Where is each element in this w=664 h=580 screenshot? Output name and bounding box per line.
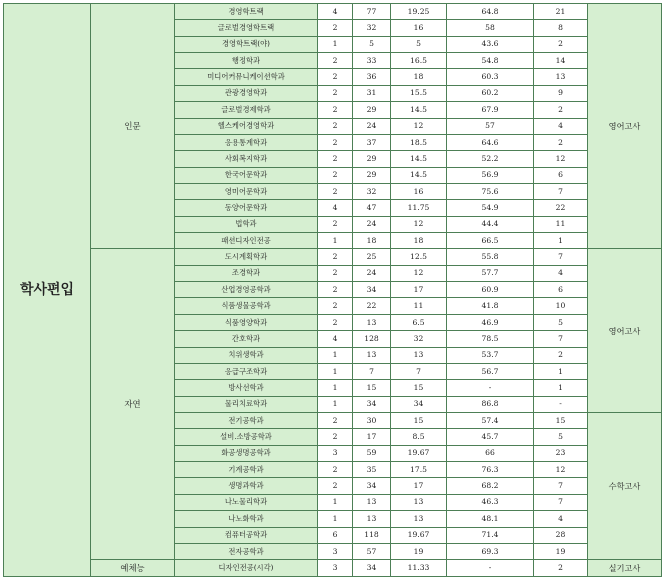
applicants-cell: 5 xyxy=(353,36,391,52)
competition-ratio-cell: 15.5 xyxy=(391,85,447,101)
department-name: 물리치료학과 xyxy=(175,396,318,412)
department-name: 식품생물공학과 xyxy=(175,298,318,314)
applicants-cell: 30 xyxy=(353,412,391,428)
quota-cell: 2 xyxy=(318,314,353,330)
exam-type-label: 실기고사 xyxy=(588,560,662,577)
waitlist-cell: 6 xyxy=(534,282,588,298)
field-category-label: 자연 xyxy=(91,249,175,560)
competition-ratio-cell: 16.5 xyxy=(391,53,447,69)
cutoff-score-cell: 60.2 xyxy=(447,85,534,101)
quota-cell: 2 xyxy=(318,85,353,101)
quota-cell: 4 xyxy=(318,200,353,216)
quota-cell: 2 xyxy=(318,478,353,494)
quota-cell: 1 xyxy=(318,347,353,363)
department-name: 설비.소방공학과 xyxy=(175,429,318,445)
competition-ratio-cell: 19 xyxy=(391,543,447,559)
cutoff-score-cell: 58 xyxy=(447,20,534,36)
competition-ratio-cell: 12 xyxy=(391,216,447,232)
waitlist-cell: 2 xyxy=(534,347,588,363)
waitlist-cell: 6 xyxy=(534,167,588,183)
department-name: 영미어문학과 xyxy=(175,183,318,199)
waitlist-cell: 2 xyxy=(534,134,588,150)
cutoff-score-cell: 60.9 xyxy=(447,282,534,298)
cutoff-score-cell: 52.2 xyxy=(447,151,534,167)
applicants-cell: 7 xyxy=(353,363,391,379)
department-name: 간호학과 xyxy=(175,331,318,347)
competition-ratio-cell: 12 xyxy=(391,118,447,134)
department-name: 나노물리학과 xyxy=(175,494,318,510)
applicants-cell: 47 xyxy=(353,200,391,216)
applicants-cell: 118 xyxy=(353,527,391,543)
waitlist-cell: 22 xyxy=(534,200,588,216)
table-body xyxy=(4,4,662,577)
applicants-cell: 32 xyxy=(353,183,391,199)
department-name: 컴퓨터공학과 xyxy=(175,527,318,543)
waitlist-cell: 4 xyxy=(534,511,588,527)
cutoff-score-cell: 45.7 xyxy=(447,429,534,445)
table-row xyxy=(4,4,662,20)
quota-cell: 4 xyxy=(318,331,353,347)
table-row xyxy=(4,249,662,265)
cutoff-score-cell: 57.7 xyxy=(447,265,534,281)
waitlist-cell: 1 xyxy=(534,380,588,396)
cutoff-score-cell: 56.7 xyxy=(447,363,534,379)
waitlist-cell: 7 xyxy=(534,331,588,347)
competition-ratio-cell: 12 xyxy=(391,265,447,281)
applicants-cell: 37 xyxy=(353,134,391,150)
waitlist-cell: 28 xyxy=(534,527,588,543)
applicants-cell: 24 xyxy=(353,118,391,134)
applicants-cell: 34 xyxy=(353,478,391,494)
applicants-cell: 24 xyxy=(353,216,391,232)
applicants-cell: 59 xyxy=(353,445,391,461)
waitlist-cell: 1 xyxy=(534,233,588,249)
competition-ratio-cell: 13 xyxy=(391,494,447,510)
cutoff-score-cell: 46.9 xyxy=(447,314,534,330)
department-name: 경영학트랙(야) xyxy=(175,36,318,52)
waitlist-cell: 15 xyxy=(534,412,588,428)
applicants-cell: 32 xyxy=(353,20,391,36)
quota-cell: 2 xyxy=(318,20,353,36)
waitlist-cell: 2 xyxy=(534,102,588,118)
waitlist-cell: 21 xyxy=(534,4,588,20)
waitlist-cell: 12 xyxy=(534,151,588,167)
department-name: 글로벌경제학과 xyxy=(175,102,318,118)
quota-cell: 6 xyxy=(318,527,353,543)
waitlist-cell: 19 xyxy=(534,543,588,559)
cutoff-score-cell: 86.8 xyxy=(447,396,534,412)
quota-cell: 2 xyxy=(318,102,353,118)
cutoff-score-cell: 57 xyxy=(447,118,534,134)
competition-ratio-cell: 15 xyxy=(391,412,447,428)
department-name: 행정학과 xyxy=(175,53,318,69)
waitlist-cell: 5 xyxy=(534,429,588,445)
competition-ratio-cell: 14.5 xyxy=(391,151,447,167)
cutoff-score-cell: 55.8 xyxy=(447,249,534,265)
applicants-cell: 18 xyxy=(353,233,391,249)
quota-cell: 3 xyxy=(318,445,353,461)
waitlist-cell: - xyxy=(534,396,588,412)
department-name: 동양어문학과 xyxy=(175,200,318,216)
competition-ratio-cell: 8.5 xyxy=(391,429,447,445)
applicants-cell: 22 xyxy=(353,298,391,314)
quota-cell: 1 xyxy=(318,380,353,396)
cutoff-score-cell: 64.6 xyxy=(447,134,534,150)
applicants-cell: 31 xyxy=(353,85,391,101)
applicants-cell: 15 xyxy=(353,380,391,396)
quota-cell: 2 xyxy=(318,53,353,69)
competition-ratio-cell: 19.67 xyxy=(391,527,447,543)
competition-ratio-cell: 7 xyxy=(391,363,447,379)
waitlist-cell: 12 xyxy=(534,462,588,478)
waitlist-cell: 7 xyxy=(534,494,588,510)
quota-cell: 3 xyxy=(318,543,353,559)
waitlist-cell: 14 xyxy=(534,53,588,69)
competition-ratio-cell: 34 xyxy=(391,396,447,412)
exam-type-label: 수학고사 xyxy=(588,412,662,559)
cutoff-score-cell: 44.4 xyxy=(447,216,534,232)
quota-cell: 1 xyxy=(318,396,353,412)
quota-cell: 2 xyxy=(318,183,353,199)
cutoff-score-cell: 41.8 xyxy=(447,298,534,314)
waitlist-cell: 11 xyxy=(534,216,588,232)
competition-ratio-cell: 18 xyxy=(391,233,447,249)
quota-cell: 2 xyxy=(318,134,353,150)
applicants-cell: 13 xyxy=(353,347,391,363)
department-name: 전기공학과 xyxy=(175,412,318,428)
cutoff-score-cell: 48.1 xyxy=(447,511,534,527)
department-name: 응용통계학과 xyxy=(175,134,318,150)
quota-cell: 1 xyxy=(318,494,353,510)
quota-cell: 1 xyxy=(318,511,353,527)
cutoff-score-cell: 53.7 xyxy=(447,347,534,363)
applicants-cell: 57 xyxy=(353,543,391,559)
competition-ratio-cell: 11.33 xyxy=(391,560,447,577)
competition-ratio-cell: 12.5 xyxy=(391,249,447,265)
applicants-cell: 29 xyxy=(353,151,391,167)
cutoff-score-cell: 75.6 xyxy=(447,183,534,199)
applicants-cell: 34 xyxy=(353,560,391,577)
department-name: 방사선학과 xyxy=(175,380,318,396)
competition-ratio-cell: 13 xyxy=(391,347,447,363)
department-name: 헬스케어경영학과 xyxy=(175,118,318,134)
quota-cell: 2 xyxy=(318,118,353,134)
department-name: 법학과 xyxy=(175,216,318,232)
cutoff-score-cell: 60.3 xyxy=(447,69,534,85)
quota-cell: 2 xyxy=(318,249,353,265)
waitlist-cell: 7 xyxy=(534,183,588,199)
department-name: 기계공학과 xyxy=(175,462,318,478)
waitlist-cell: 10 xyxy=(534,298,588,314)
cutoff-score-cell: 64.8 xyxy=(447,4,534,20)
department-name: 사회복지학과 xyxy=(175,151,318,167)
applicants-cell: 34 xyxy=(353,282,391,298)
competition-ratio-cell: 14.5 xyxy=(391,167,447,183)
applicants-cell: 13 xyxy=(353,314,391,330)
department-name: 디자인전공(시각) xyxy=(175,560,318,577)
cutoff-score-cell: 66.5 xyxy=(447,233,534,249)
competition-ratio-cell: 18.5 xyxy=(391,134,447,150)
waitlist-cell: 23 xyxy=(534,445,588,461)
quota-cell: 1 xyxy=(318,363,353,379)
quota-cell: 2 xyxy=(318,298,353,314)
waitlist-cell: 2 xyxy=(534,560,588,577)
quota-cell: 2 xyxy=(318,412,353,428)
department-name: 미디어커뮤니케이션학과 xyxy=(175,69,318,85)
competition-ratio-cell: 16 xyxy=(391,20,447,36)
quota-cell: 2 xyxy=(318,282,353,298)
waitlist-cell: 4 xyxy=(534,265,588,281)
table-row xyxy=(4,560,662,577)
waitlist-cell: 2 xyxy=(534,36,588,52)
field-category-label: 인문 xyxy=(91,4,175,249)
applicants-cell: 13 xyxy=(353,511,391,527)
competition-ratio-cell: 16 xyxy=(391,183,447,199)
competition-ratio-cell: 6.5 xyxy=(391,314,447,330)
quota-cell: 1 xyxy=(318,36,353,52)
cutoff-score-cell: - xyxy=(447,560,534,577)
competition-ratio-cell: 17 xyxy=(391,282,447,298)
waitlist-cell: 9 xyxy=(534,85,588,101)
cutoff-score-cell: 68.2 xyxy=(447,478,534,494)
cutoff-score-cell: 54.9 xyxy=(447,200,534,216)
cutoff-score-cell: 67.9 xyxy=(447,102,534,118)
cutoff-score-cell: 76.3 xyxy=(447,462,534,478)
field-category-label: 예체능 xyxy=(91,560,175,577)
department-name: 나노화학과 xyxy=(175,511,318,527)
competition-ratio-cell: 17.5 xyxy=(391,462,447,478)
quota-cell: 2 xyxy=(318,167,353,183)
cutoff-score-cell: - xyxy=(447,380,534,396)
department-name: 화공생명공학과 xyxy=(175,445,318,461)
department-name: 한국어문학과 xyxy=(175,167,318,183)
quota-cell: 2 xyxy=(318,429,353,445)
cutoff-score-cell: 78.5 xyxy=(447,331,534,347)
quota-cell: 1 xyxy=(318,233,353,249)
competition-ratio-cell: 13 xyxy=(391,511,447,527)
department-name: 글로벌경영학트랙 xyxy=(175,20,318,36)
applicants-cell: 34 xyxy=(353,396,391,412)
cutoff-score-cell: 57.4 xyxy=(447,412,534,428)
department-name: 식품영양학과 xyxy=(175,314,318,330)
applicants-cell: 128 xyxy=(353,331,391,347)
competition-ratio-cell: 5 xyxy=(391,36,447,52)
cutoff-score-cell: 54.8 xyxy=(447,53,534,69)
applicants-cell: 77 xyxy=(353,4,391,20)
department-name: 경영학트랙 xyxy=(175,4,318,20)
cutoff-score-cell: 71.4 xyxy=(447,527,534,543)
applicants-cell: 33 xyxy=(353,53,391,69)
exam-type-label: 영어고사 xyxy=(588,4,662,249)
waitlist-cell: 13 xyxy=(534,69,588,85)
competition-ratio-cell: 19.67 xyxy=(391,445,447,461)
competition-ratio-cell: 18 xyxy=(391,69,447,85)
cutoff-score-cell: 66 xyxy=(447,445,534,461)
competition-ratio-cell: 32 xyxy=(391,331,447,347)
cutoff-score-cell: 69.3 xyxy=(447,543,534,559)
cutoff-score-cell: 43.6 xyxy=(447,36,534,52)
quota-cell: 4 xyxy=(318,4,353,20)
competition-ratio-cell: 14.5 xyxy=(391,102,447,118)
quota-cell: 2 xyxy=(318,69,353,85)
applicants-cell: 29 xyxy=(353,102,391,118)
exam-type-label: 영어고사 xyxy=(588,249,662,413)
department-name: 패션디자인전공 xyxy=(175,233,318,249)
transfer-admission-table xyxy=(3,3,662,577)
department-name: 산업경영공학과 xyxy=(175,282,318,298)
waitlist-cell: 1 xyxy=(534,363,588,379)
waitlist-cell: 8 xyxy=(534,20,588,36)
waitlist-cell: 7 xyxy=(534,249,588,265)
quota-cell: 2 xyxy=(318,265,353,281)
department-name: 치위생학과 xyxy=(175,347,318,363)
admission-type-label: 학사편입 xyxy=(4,4,91,577)
applicants-cell: 13 xyxy=(353,494,391,510)
waitlist-cell: 4 xyxy=(534,118,588,134)
cutoff-score-cell: 56.9 xyxy=(447,167,534,183)
competition-ratio-cell: 15 xyxy=(391,380,447,396)
applicants-cell: 29 xyxy=(353,167,391,183)
applicants-cell: 24 xyxy=(353,265,391,281)
department-name: 도시계획학과 xyxy=(175,249,318,265)
applicants-cell: 36 xyxy=(353,69,391,85)
competition-ratio-cell: 17 xyxy=(391,478,447,494)
competition-ratio-cell: 11.75 xyxy=(391,200,447,216)
department-name: 응급구조학과 xyxy=(175,363,318,379)
department-name: 관광경영학과 xyxy=(175,85,318,101)
waitlist-cell: 5 xyxy=(534,314,588,330)
applicants-cell: 25 xyxy=(353,249,391,265)
quota-cell: 2 xyxy=(318,151,353,167)
competition-ratio-cell: 11 xyxy=(391,298,447,314)
department-name: 조경학과 xyxy=(175,265,318,281)
cutoff-score-cell: 46.3 xyxy=(447,494,534,510)
quota-cell: 2 xyxy=(318,462,353,478)
quota-cell: 2 xyxy=(318,216,353,232)
applicants-cell: 17 xyxy=(353,429,391,445)
applicants-cell: 35 xyxy=(353,462,391,478)
competition-ratio-cell: 19.25 xyxy=(391,4,447,20)
department-name: 전자공학과 xyxy=(175,543,318,559)
department-name: 생명과학과 xyxy=(175,478,318,494)
quota-cell: 3 xyxy=(318,560,353,577)
waitlist-cell: 7 xyxy=(534,478,588,494)
